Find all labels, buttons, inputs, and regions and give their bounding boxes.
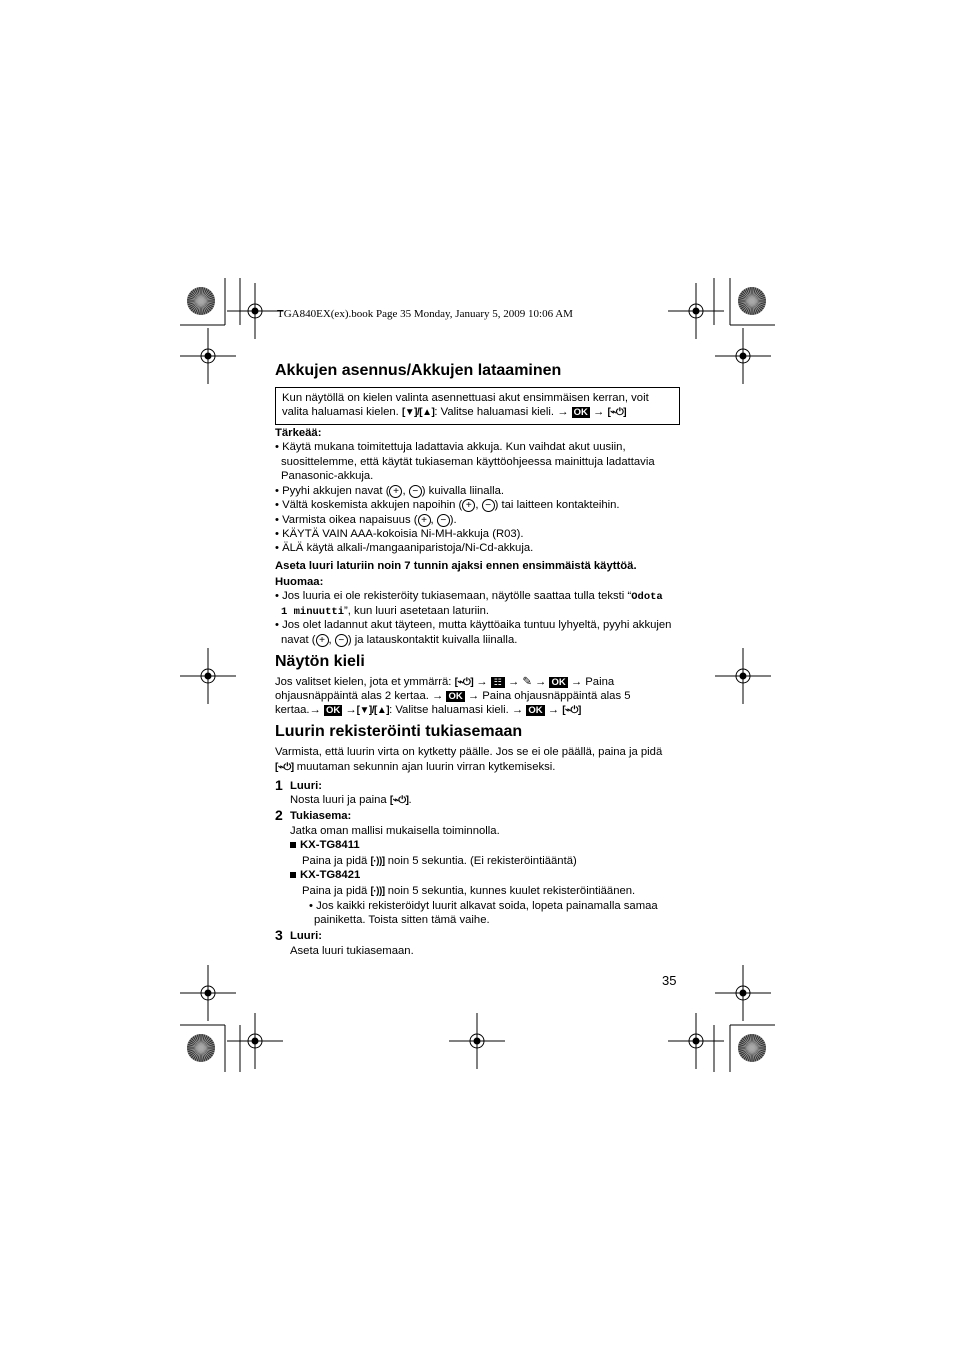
off-key-icon: [⌁⏻] [607, 407, 627, 418]
plus-terminal-icon: + [389, 485, 402, 498]
note-2-cont: navat ( + , − ) ja latauskontaktit kuivalla liinalla. [281, 634, 518, 646]
minus-terminal-icon: − [409, 485, 422, 498]
charge-note: Aseta luuri laturiin noin 7 tunnin ajaksi ennen ensimmäistä käyttöä. [275, 560, 637, 572]
section-title-language: Näytön kieli [275, 653, 365, 670]
step-2-number: 2 [275, 807, 283, 823]
bullet-5: • KÄYTÄ VAIN AAA-kokoisia Ni-MH-akkuja (R03). [275, 528, 524, 540]
display-text-odota: Odota [631, 591, 663, 603]
note-label: Huomaa: [275, 576, 324, 588]
step-2-text: Jatka oman mallisi mukaisella toiminnolla. [290, 825, 500, 837]
important-label: Tärkeää: [275, 427, 322, 439]
registration-crosshair-icon [180, 648, 236, 704]
updown-keys: [▼]/[▲] [401, 407, 435, 418]
minus-terminal-icon: − [482, 499, 495, 512]
step-1-text: Nosta luuri ja paina [⌁⏻]. [290, 793, 412, 809]
registration-crosshair-icon [668, 283, 724, 339]
box-line-2: valita haluamasi kielen. [▼]/[▲]: Valitse haluamasi kieli. → OK → [⌁⏻] [282, 405, 626, 421]
minus-terminal-icon: − [437, 514, 450, 527]
square-bullet-icon [290, 872, 296, 878]
registration-crosshair-icon [715, 648, 771, 704]
registration-crosshair-icon [180, 965, 236, 1021]
bullet-1-cont: suosittelemme, että käytät tukiaseman käyttöohjeessa mainittuja ladattavia [281, 456, 655, 468]
off-key-icon: [⌁⏻] [562, 705, 581, 716]
registration-crosshair-icon [227, 283, 283, 339]
reg-intro-2: [⌁⏻] muutaman sekunnin ajan luurin virran kytkemiseksi. [275, 760, 555, 776]
note-1-cont: 1 minuutti”, kun luuri asetetaan laturiin. [281, 605, 490, 618]
section-title-battery: Akkujen asennus/Akkujen lataaminen [275, 362, 562, 379]
note-1: • Jos luuria ei ole rekisteröity tukiasemaan, näytölle saattaa tulla teksti “Odota [275, 590, 663, 603]
model-1-text: Paina ja pidä [·))] noin 5 sekuntia. (Ei rekisteröintiääntä) [302, 854, 577, 870]
starburst-target-icon [187, 287, 215, 315]
file-header: TGA840EX(ex).book Page 35 Monday, January 5, 2009 10:06 AM [277, 308, 573, 320]
starburst-target-icon [738, 287, 766, 315]
plus-terminal-icon: + [462, 499, 475, 512]
step-1-number: 1 [275, 777, 283, 793]
lang-line-3: kertaa.→ OK →[▼]/[▲]: Valitse haluamasi kieli. → OK → [⌁⏻] [275, 703, 581, 719]
model-2-heading: KX-TG8421 [290, 868, 360, 883]
minus-terminal-icon: − [335, 634, 348, 647]
model-2-sub-2: painiketta. Toista sitten tämä vaihe. [314, 914, 490, 926]
updown-keys: [▼]/[▲] [356, 705, 390, 716]
bullet-2: • Pyyhi akkujen navat ( + , − ) kuivalla liinalla. [275, 485, 505, 497]
model-2-sub-1: • Jos kaikki rekisteröidyt luurit alkavat soida, lopeta painamalla samaa [309, 900, 658, 912]
bullet-1: • Käytä mukana toimitettuja ladattavia akkuja. Kun vaihdat akut uusiin, [275, 441, 626, 453]
registration-crosshair-icon [227, 1013, 283, 1069]
box-line-1: Kun näytöllä on kielen valinta asennettuasi akut ensimmäisen kerran, voit [282, 392, 649, 404]
step-3-text: Aseta luuri tukiasemaan. [290, 945, 414, 957]
page-number: 35 [662, 973, 677, 988]
off-key-icon: [⌁⏻] [275, 762, 294, 773]
settings-icon: ✎ [522, 676, 532, 688]
language-note-box [275, 387, 680, 425]
locator-key-icon: [·))] [370, 856, 385, 867]
starburst-target-icon [738, 1034, 766, 1062]
starburst-target-icon [187, 1034, 215, 1062]
plus-terminal-icon: + [316, 634, 329, 647]
registration-crosshair-icon [449, 1013, 505, 1069]
step-3-label: Luuri: [290, 930, 322, 942]
locator-key-icon: [·))] [370, 886, 385, 897]
registration-crosshair-icon [715, 965, 771, 1021]
registration-crosshair-icon [180, 328, 236, 384]
model-1-heading: KX-TG8411 [290, 838, 360, 853]
bullet-4: • Varmista oikea napaisuus ( + , − ). [275, 514, 457, 526]
note-2: • Jos olet ladannut akut täyteen, mutta käyttöaika tuntuu lyhyeltä, pyyhi akkujen [275, 619, 672, 631]
section-title-registration: Luurin rekisteröinti tukiasemaan [275, 723, 523, 740]
step-2-label: Tukiasema: [290, 810, 352, 822]
plus-terminal-icon: + [418, 514, 431, 527]
reg-intro-1: Varmista, että luurin virta on kytketty päälle. Jos se ei ole päällä, paina ja pidä [275, 746, 663, 758]
ok-key-icon: OK [448, 690, 463, 702]
square-bullet-icon [290, 842, 296, 848]
ok-key-icon: OK [551, 676, 566, 688]
registration-crosshair-icon [715, 328, 771, 384]
step-1-label: Luuri: [290, 780, 322, 792]
lang-line-2: ohjausnäppäintä alas 2 kertaa. → OK → Paina ohjausnäppäintä alas 5 [275, 690, 631, 702]
off-key-icon: [⌁⏻] [454, 677, 474, 688]
lang-line-1: Jos valitset kielen, jota et ymmärrä: [⌁⏻] → ☷ → ✎ → OK → Paina [275, 675, 614, 691]
bullet-3: • Vältä koskemista akkujen napoihin ( + , − ) tai laitteen kontakteihin. [275, 499, 620, 511]
menu-icon: ☷ [491, 677, 505, 688]
model-2-text: Paina ja pidä [·))] noin 5 sekuntia, kunnes kuulet rekisteröintiäänen. [302, 884, 635, 900]
display-text-minuutti: 1 minuutti [281, 606, 345, 618]
ok-key-icon: OK [325, 704, 341, 716]
bullet-1-cont2: Panasonic-akkuja. [281, 470, 374, 482]
step-3-number: 3 [275, 927, 283, 943]
ok-key-icon: OK [528, 704, 543, 716]
ok-key-icon: OK [573, 406, 588, 418]
registration-crosshair-icon [668, 1013, 724, 1069]
bullet-6: • ÄLÄ käytä alkali-/mangaaniparistoja/Ni-Cd-akkuja. [275, 542, 534, 554]
off-key-icon: [⌁⏻] [389, 795, 409, 806]
